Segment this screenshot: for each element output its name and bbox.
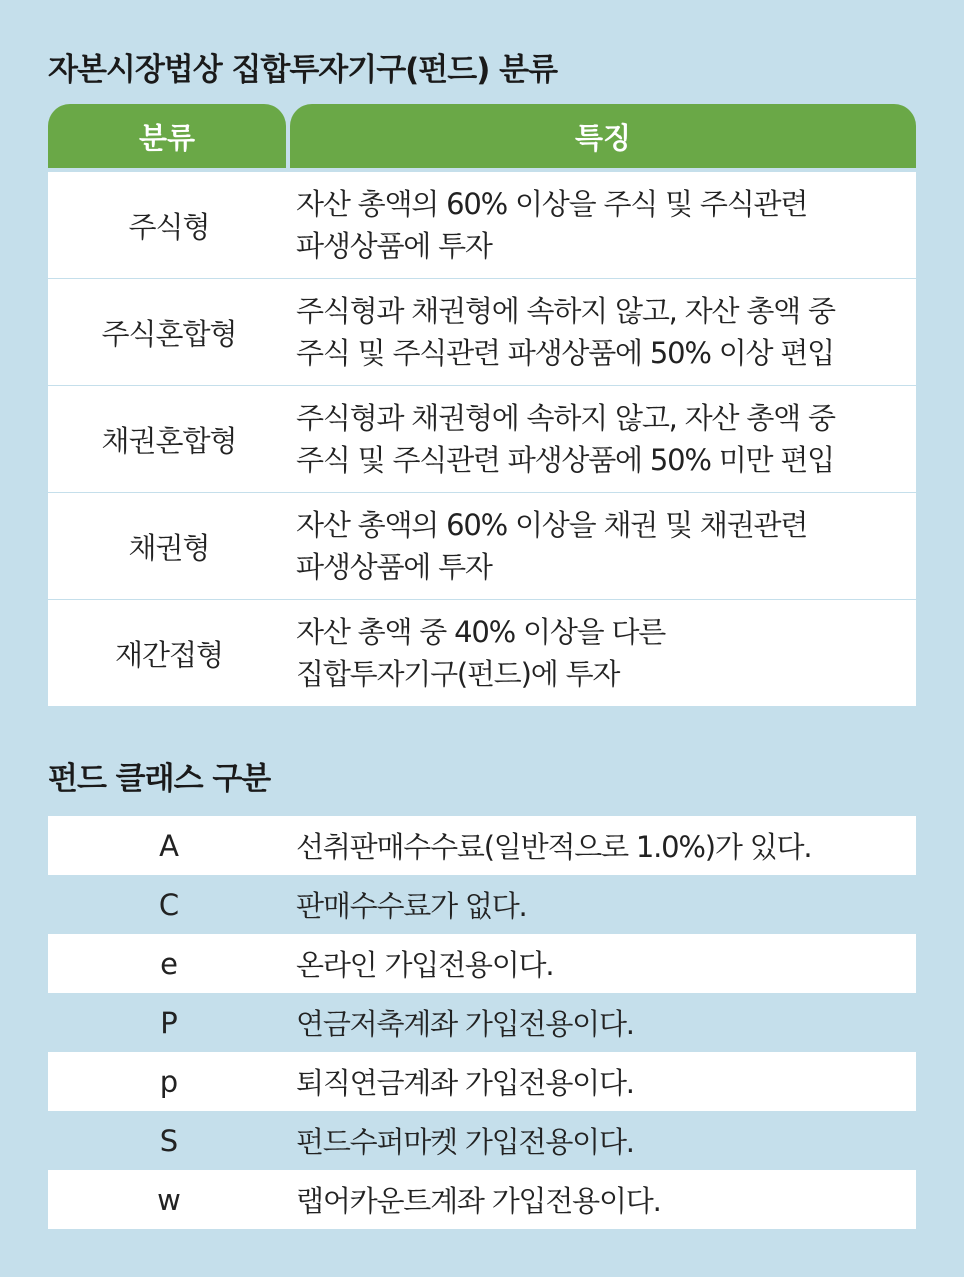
table-row (48, 1170, 916, 1229)
class-description: 판매수수료가 없다. (296, 889, 527, 923)
table-row (48, 816, 916, 875)
description-line: 자산 총액 중 40% 이상을 다른 (296, 615, 666, 649)
class-description: 퇴직연금계좌 가입전용이다. (296, 1066, 634, 1100)
header-features: 특징 (290, 104, 916, 168)
fund-classification-title: 자본시장법상 집합투자기구(펀드) 분류 (48, 52, 558, 88)
description-line: 주식 및 주식관련 파생상품에 50% 이상 편입 (296, 336, 834, 370)
fund-class-table (48, 816, 916, 1229)
table-row (48, 600, 916, 706)
table-row (48, 993, 916, 1052)
class-code: C (158, 887, 180, 922)
class-code: w (157, 1182, 181, 1217)
description-line: 주식 및 주식관련 파생상품에 50% 미만 편입 (296, 443, 834, 477)
class-description: 연금저축계좌 가입전용이다. (296, 1007, 634, 1041)
description-line: 주식형과 채권형에 속하지 않고, 자산 총액 중 (296, 401, 835, 435)
class-description: 랩어카운트계좌 가입전용이다. (296, 1184, 661, 1218)
table-row (48, 875, 916, 934)
table-row (48, 493, 916, 599)
fund-type-name: 재간접형 (114, 637, 224, 672)
table-row (48, 172, 916, 278)
class-code: P (160, 1005, 178, 1040)
table-row (48, 1052, 916, 1111)
fund-type-name: 주식형 (128, 209, 210, 244)
class-code: A (159, 828, 179, 863)
fund-type-description (290, 504, 916, 588)
table-row (48, 934, 916, 993)
fund-type-name: 채권형 (128, 530, 210, 565)
description-line: 파생상품에 투자 (296, 229, 492, 263)
class-code: S (159, 1123, 179, 1158)
table-row (48, 386, 916, 492)
description-line: 자산 총액의 60% 이상을 주식 및 주식관련 (296, 187, 808, 221)
class-description: 온라인 가입전용이다. (296, 948, 554, 982)
description-line: 주식형과 채권형에 속하지 않고, 자산 총액 중 (296, 294, 835, 328)
class-description: 선취판매수수료(일반적으로 1.0%)가 있다. (296, 830, 812, 864)
table-row (48, 279, 916, 385)
table-row (48, 1111, 916, 1170)
classification-table (48, 172, 916, 707)
classification-table-header (48, 104, 916, 168)
fund-class-title: 펀드 클래스 구분 (48, 761, 271, 797)
fund-type-name: 채권혼합형 (101, 423, 237, 458)
description-line: 파생상품에 투자 (296, 550, 492, 584)
class-code: e (160, 946, 178, 981)
header-category: 분류 (48, 104, 286, 168)
fund-type-description (290, 183, 916, 267)
fund-type-description (290, 611, 916, 695)
class-code: p (159, 1064, 179, 1099)
class-description: 펀드수퍼마켓 가입전용이다. (296, 1125, 634, 1159)
fund-type-name: 주식혼합형 (101, 316, 237, 351)
description-line: 자산 총액의 60% 이상을 채권 및 채권관련 (296, 508, 808, 542)
description-line: 집합투자기구(펀드)에 투자 (296, 657, 620, 691)
fund-type-description (290, 290, 916, 374)
fund-type-description (290, 397, 916, 481)
